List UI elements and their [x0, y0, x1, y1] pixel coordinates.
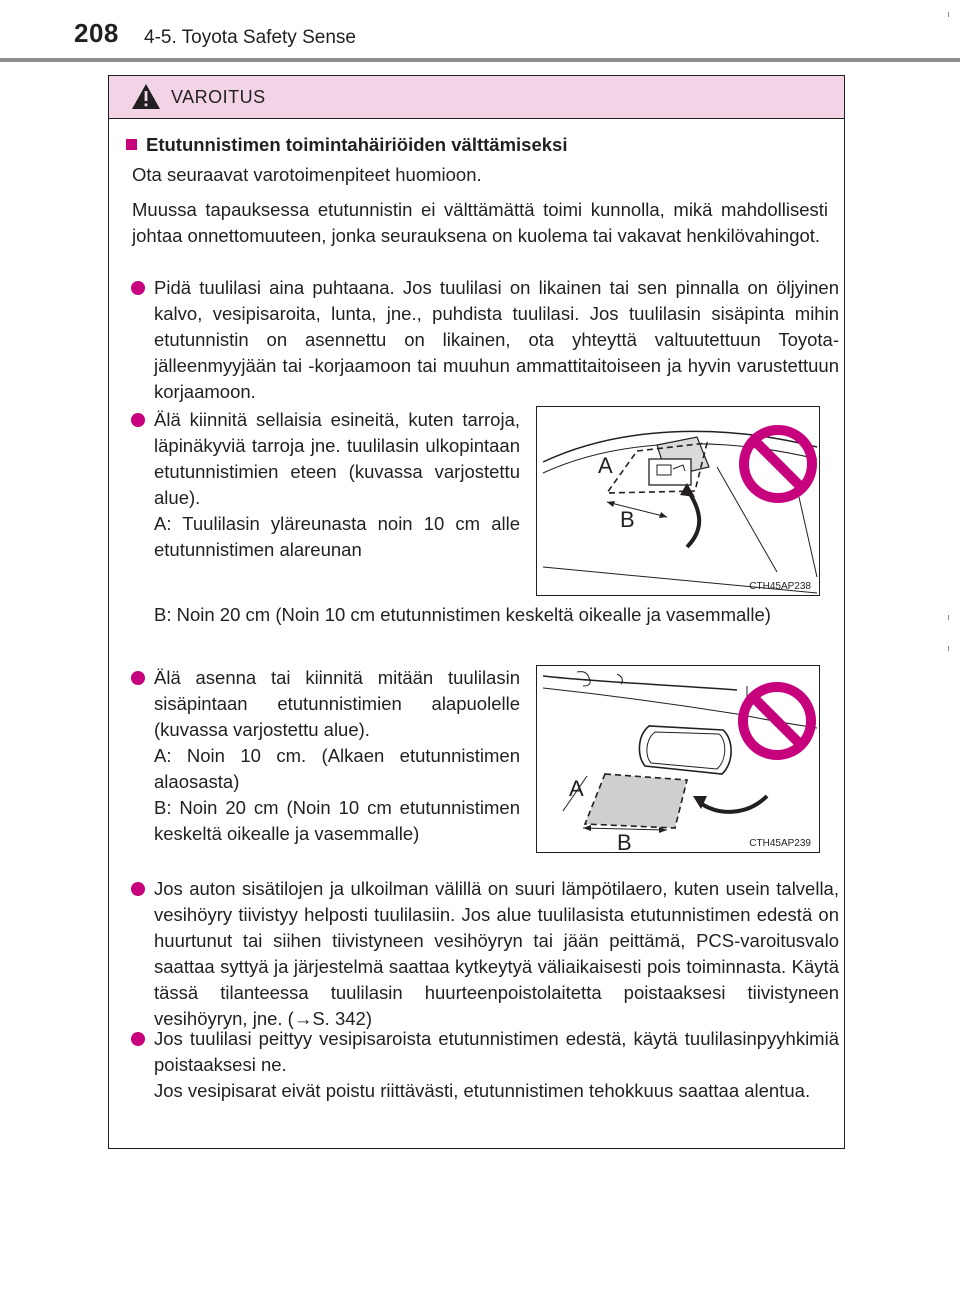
- list-item: Pidä tuulilasi aina puhtaana. Jos tuulilasi on likainen tai sen pinnalla on öljyinen kalvo, vesipisaroita, lunta, jne., puhdista tuulilasi. Jos tuulilasin sisäpinta mihin etutunnistin on asennettu on likainen, ota yhteyttä valtuutettuun Toyota-jälleenmyyjään tai -korjaamoon tai muuhun ammattitaitoiseen ja hyvin varustettuun korjaamoon.: [132, 275, 839, 405]
- figure-label-a: A: [598, 453, 613, 478]
- dimension-a-text: A: Tuulilasin yläreunasta noin 10 cm alle etutunnistimen alareunan: [154, 513, 520, 560]
- crop-mark: [948, 646, 949, 651]
- dimension-b-text: B: Noin 20 cm (Noin 10 cm etutunnistimen keskeltä oikealle ja vasemmalle): [154, 604, 771, 625]
- list-item: Jos tuulilasi peittyy vesipisaroista etutunnistimen edestä, käytä tuulilasinpyyhkimiä poistaaksesi ne. Jos vesipisarat eivät poistu riittävästi, etutunnistimen tehokkuus saattaa alentua.: [132, 1026, 839, 1104]
- warning-box: [108, 75, 845, 1149]
- bullet-dot-icon: [131, 671, 145, 685]
- intro-text: Ota seuraavat varotoimenpiteet huomioon.: [132, 164, 482, 185]
- section-title: 4-5. Toyota Safety Sense: [144, 27, 356, 48]
- figure-label-b: B: [620, 507, 635, 532]
- warning-heading: Etutunnistimen toimintahäiriöiden välttämiseksi: [126, 134, 567, 156]
- crop-mark: [948, 615, 949, 620]
- windshield-inner-illustration: [537, 666, 819, 852]
- warning-label: VAROITUS: [171, 87, 266, 107]
- windshield-outer-illustration: [537, 407, 819, 595]
- figure-label-b: B: [617, 830, 632, 852]
- header-rule: [0, 58, 960, 62]
- figure-label-a: A: [569, 776, 584, 801]
- warning-triangle-icon: [131, 83, 161, 110]
- windshield-outer-figure: [536, 406, 820, 596]
- bullet-dot-icon: [131, 882, 145, 896]
- list-item: Jos auton sisätilojen ja ulkoilman välillä on suuri lämpötilaero, kuten usein talvella, vesihöyry tiivistyy helposti tuulilasiin. Jos alue tuulilasista etutunnistimen edestä on huurtunut tai siihen tiivistyneen vesihöyryn tai jään peittämä, PCS-varoitusvalo saattaa syttyä ja järjestelmä saattaa kytkeytyä väliaikaisesti pois toiminnasta. Käytä tässä tilanteessa tuulilasin huurteenpoistolaitetta poistaaksesi tiivistyneen vesihöyryn, jne. (→S. 342): [132, 876, 839, 1032]
- bullet-dot-icon: [131, 281, 145, 295]
- square-bullet-icon: [126, 139, 137, 150]
- crop-mark: [948, 12, 949, 17]
- list-item: Älä kiinnitä sellaisia esineitä, kuten tarroja, läpinäkyviä tarroja jne. tuulilasin ulkopintaan etutunnistimien eteen (kuvassa varjostettu alue). A: Tuulilasin yläreunasta noin 10 cm alle etutunnistimen alareunan: [132, 407, 520, 563]
- bullet-dot-icon: [131, 1032, 145, 1046]
- dimension-a-text: A: Noin 10 cm. (Alkaen etutunnistimen alaosasta): [154, 745, 520, 792]
- warning-header: [109, 76, 844, 119]
- list-item: Älä asenna tai kiinnitä mitään tuulilasin sisäpintaan etutunnistimien alapuolelle (kuvassa varjostettu alue). A: Noin 10 cm. (Alkaen etutunnistimen alaosasta) B: Noin 20 cm (Noin 10 cm etutunnistimen keskeltä oikealle ja vasemmalle): [132, 665, 520, 847]
- dimension-b-text: B: Noin 20 cm (Noin 10 cm etutunnistimen keskeltä oikealle ja vasemmalle): [154, 797, 520, 844]
- page-number: 208: [74, 18, 119, 48]
- figure-code: CTH45AP239: [749, 838, 811, 849]
- windshield-inner-figure: [536, 665, 820, 853]
- consequence-paragraph: Muussa tapauksessa etutunnistin ei välttämättä toimi kunnolla, mikä mahdollisesti johtaa onnettomuuteen, jonka seurauksena on kuolema tai vakavat henkilövahingot.: [132, 199, 828, 246]
- figure-code: CTH45AP238: [749, 581, 811, 592]
- bullet-dot-icon: [131, 413, 145, 427]
